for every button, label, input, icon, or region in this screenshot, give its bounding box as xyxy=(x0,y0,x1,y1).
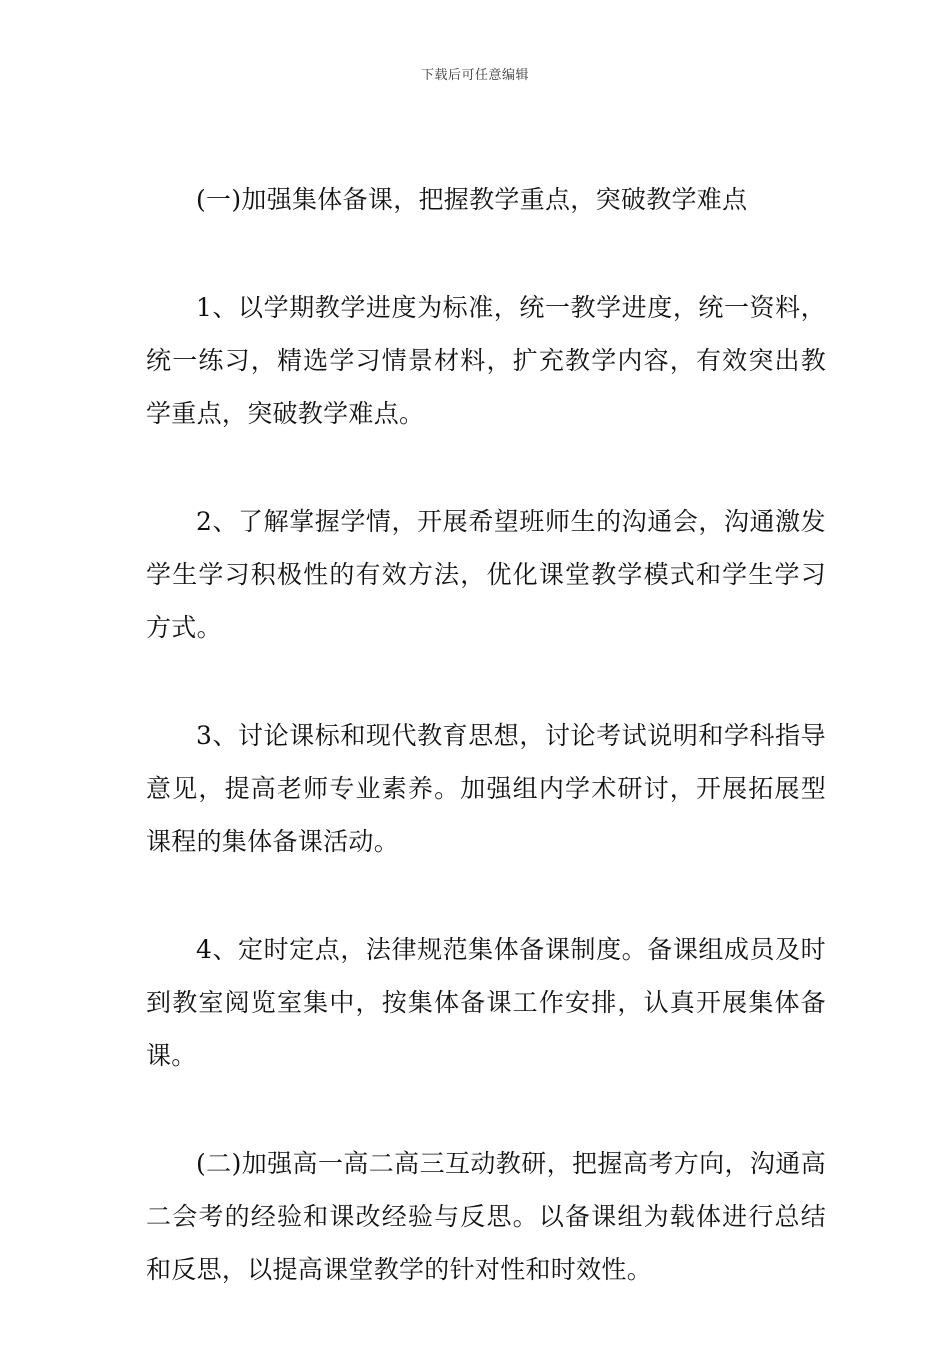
paragraph-item-3: 3、讨论课标和现代教育思想，讨论考试说明和学科指导意见，提高老师专业素养。加强组内学术研讨，开展拓展型课程的集体备课活动。 xyxy=(146,721,826,856)
document-body xyxy=(146,173,826,1351)
page-header: 下载后可任意编辑 xyxy=(420,68,529,83)
section-heading-1: (一)加强集体备课，把握教学重点，突破教学难点 xyxy=(196,185,748,214)
paragraph-item-4: 4、定时定点，法律规范集体备课制度。备课组成员及时到教室阅览室集中，按集体备课工作安排，认真开展集体备课。 xyxy=(146,935,826,1070)
section-heading-2: (二)加强高一高二高三互动教研，把握高考方向，沟通高二会考的经验和课改经验与反思。以备课组为载体进行总结和反思，以提高课堂教学的针对性和时效性。 xyxy=(146,1149,826,1284)
paragraph-item-2: 2、了解掌握学情，开展希望班师生的沟通会，沟通激发学生学习积极性的有效方法，优化课堂教学模式和学生学习方式。 xyxy=(146,507,826,642)
paragraph-item-1: 1、以学期教学进度为标准，统一教学进度，统一资料，统一练习，精选学习情景材料，扩充教学内容，有效突出教学重点，突破教学难点。 xyxy=(146,293,826,428)
